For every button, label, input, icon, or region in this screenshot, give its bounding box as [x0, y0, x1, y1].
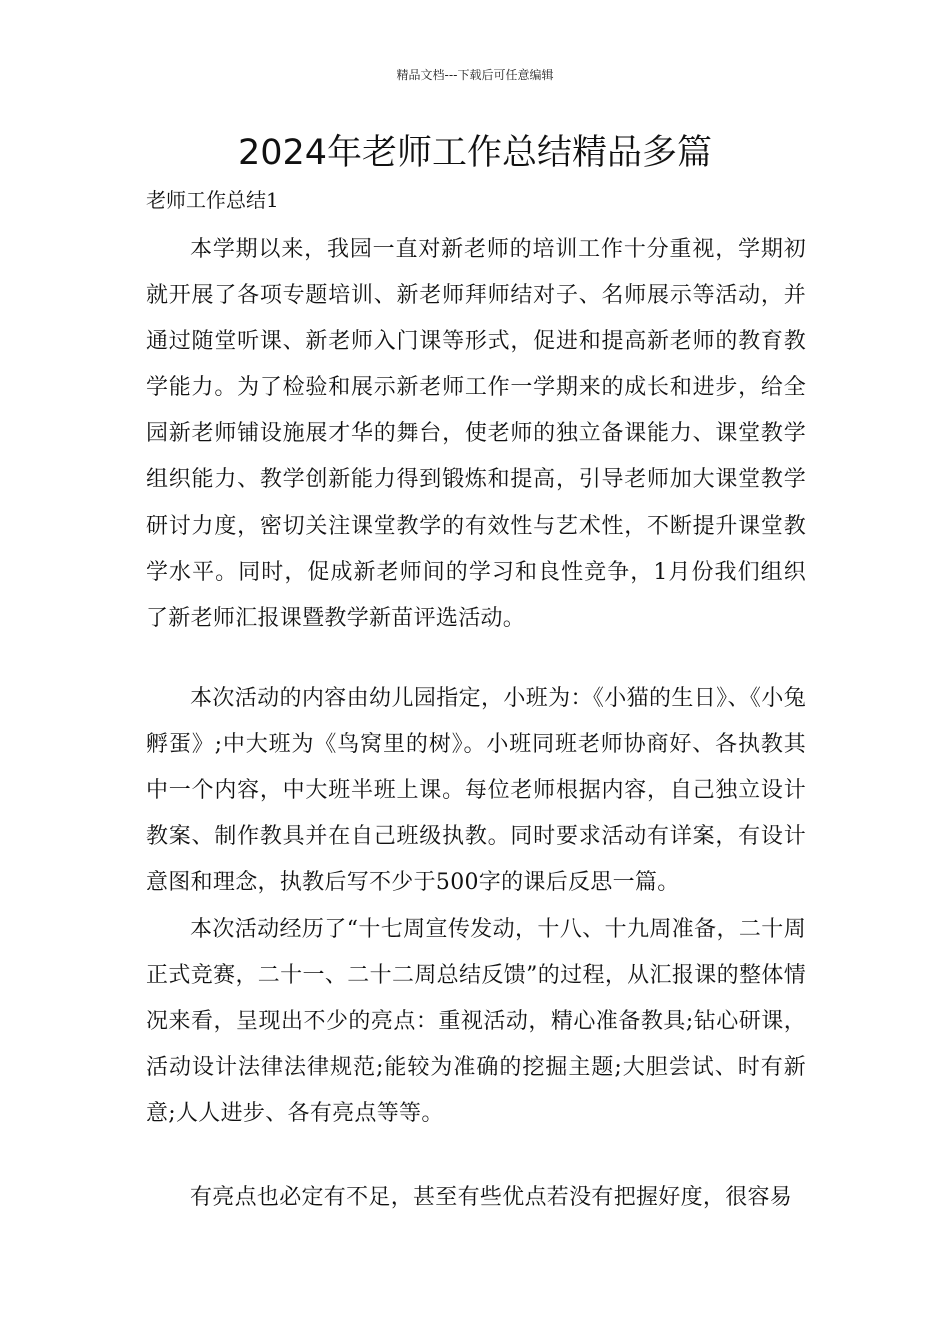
paragraph-3: 本次活动经历了“十七周宣传发动，十八、十九周准备，二十周正式竞赛，二十一、二十二周总结反馈”的过程，从汇报课的整体情况来看，呈现出不少的亮点：重视活动，精心准备教具;钻心研课，活动设计法律法律规范;能较为准确的挖掘主题;大胆尝试、时有新意;人人进步、各有亮点等等。 [146, 917, 806, 1127]
section-heading: 老师工作总结1 [146, 188, 279, 212]
paragraph-4: 有亮点也必定有不足，甚至有些优点若没有把握好度，很容易 [190, 1185, 793, 1210]
document-title: 2024年老师工作总结精品多篇 [237, 133, 713, 173]
header-note: 精品文档---下载后可任意编辑 [396, 68, 554, 82]
paragraph-2: 本次活动的内容由幼儿园指定，小班为：《小猫的生日》、《小兔孵蛋》;中大班为《鸟窝里的树》。小班同班老师协商好、各执教其中一个内容，中大班半班上课。每位老师根据内容，自己独立设计教案、制作教具并在自己班级执教。同时要求活动有详案，有设计意图和理念，执教后写不少于500字的课后反思一篇。 [146, 686, 806, 896]
paragraph-1: 本学期以来，我园一直对新老师的培训工作十分重视，学期初就开展了各项专题培训、新老师拜师结对子、名师展示等活动，并通过随堂听课、新老师入门课等形式，促进和提高新老师的教育教学能力。为了检验和展示新老师工作一学期来的成长和进步，给全园新老师铺设施展才华的舞台，使老师的独立备课能力、课堂教学组织能力、教学创新能力得到锻炼和提高，引导老师加大课堂教学研讨力度，密切关注课堂教学的有效性与艺术性，不断提升课堂教学水平。同时，促成新老师间的学习和良性竞争，1月份我们组织了新老师汇报课暨教学新苗评选活动。 [146, 237, 806, 631]
